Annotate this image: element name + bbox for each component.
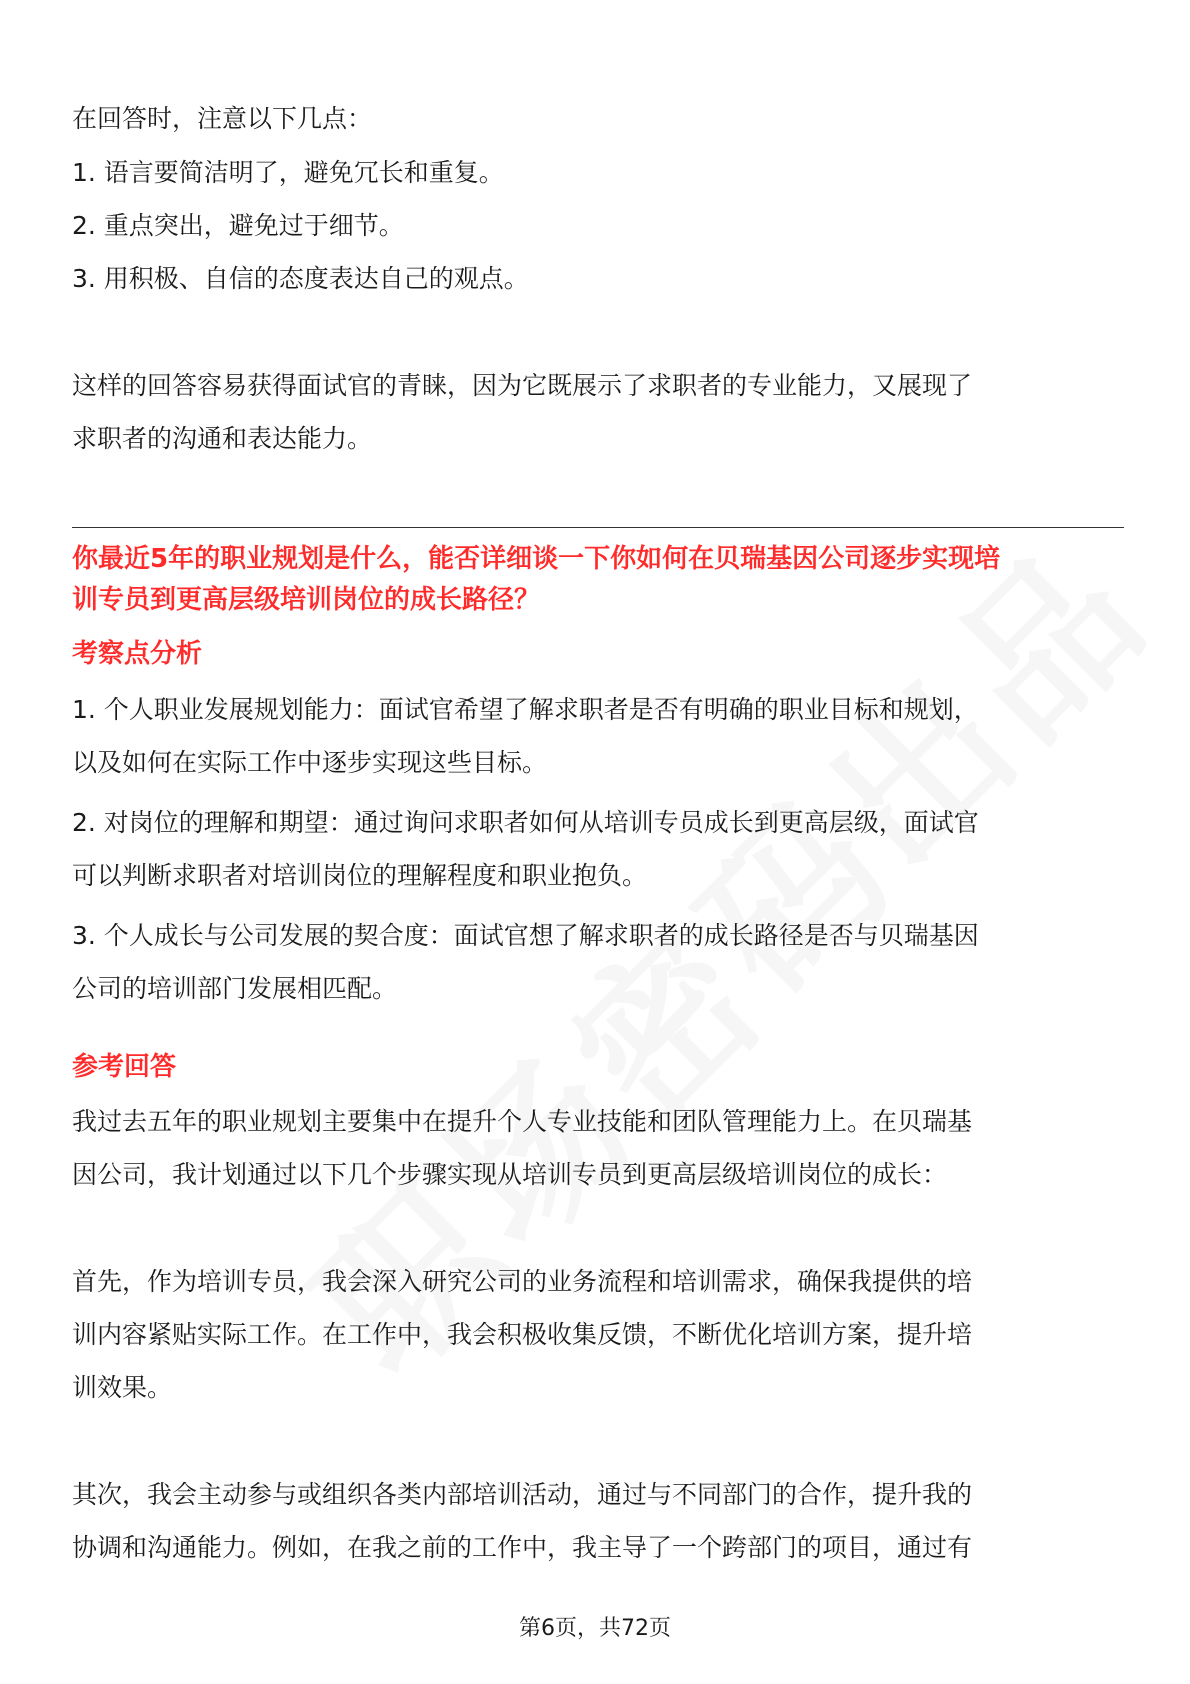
- section-divider: [72, 527, 1124, 528]
- analysis-line-6: 公司的培训部门发展相匹配。: [72, 974, 398, 1003]
- page-number: 第6页，共72页: [519, 1616, 671, 1641]
- intro-lead: 在回答时，注意以下几点：: [72, 104, 373, 133]
- answer-p2-line-2: 训内容紧贴实际工作。在工作中，我会积极收集反馈，不断优化培训方案，提升培: [72, 1320, 973, 1349]
- analysis-heading: 考察点分析: [72, 639, 203, 669]
- analysis-line-1: 1. 个人职业发展规划能力：面试官希望了解求职者是否有明确的职业目标和规划，: [72, 695, 979, 724]
- analysis-line-3: 2. 对岗位的理解和期望：通过询问求职者如何从培训专员成长到更高层级，面试官: [72, 808, 979, 837]
- question-line-1: 你最近5年的职业规划是什么，能否详细谈一下你如何在贝瑞基因公司逐步实现培: [72, 544, 1001, 574]
- intro-point-2: 2. 重点突出，避免过于细节。: [72, 211, 404, 240]
- question-line-2: 训专员到更高层级培训岗位的成长路径？: [72, 585, 541, 615]
- answer-p3-line-2: 协调和沟通能力。例如，在我之前的工作中，我主导了一个跨部门的项目，通过有: [72, 1533, 973, 1562]
- answer-p1-line-2: 因公司，我计划通过以下几个步骤实现从培训专员到更高层级培训岗位的成长：: [72, 1160, 948, 1189]
- intro-closing-line-2: 求职者的沟通和表达能力。: [72, 424, 373, 453]
- analysis-line-2: 以及如何在实际工作中逐步实现这些目标。: [72, 748, 548, 777]
- answer-heading: 参考回答: [72, 1052, 177, 1082]
- answer-p3-line-1: 其次，我会主动参与或组织各类内部培训活动，通过与不同部门的合作，提升我的: [72, 1480, 973, 1509]
- analysis-line-4: 可以判断求职者对培训岗位的理解程度和职业抱负。: [72, 861, 648, 890]
- intro-point-1: 1. 语言要简洁明了，避免冗长和重复。: [72, 158, 504, 187]
- intro-closing-line-1: 这样的回答容易获得面试官的青睐，因为它既展示了求职者的专业能力，又展现了: [72, 371, 973, 400]
- answer-p2-line-3: 训效果。: [72, 1373, 173, 1402]
- answer-p1-line-1: 我过去五年的职业规划主要集中在提升个人专业技能和团队管理能力上。在贝瑞基: [72, 1107, 973, 1136]
- answer-p2-line-1: 首先，作为培训专员，我会深入研究公司的业务流程和培训需求，确保我提供的培: [72, 1267, 973, 1296]
- analysis-line-5: 3. 个人成长与公司发展的契合度：面试官想了解求职者的成长路径是否与贝瑞基因: [72, 921, 979, 950]
- intro-point-3: 3. 用积极、自信的态度表达自己的观点。: [72, 264, 529, 293]
